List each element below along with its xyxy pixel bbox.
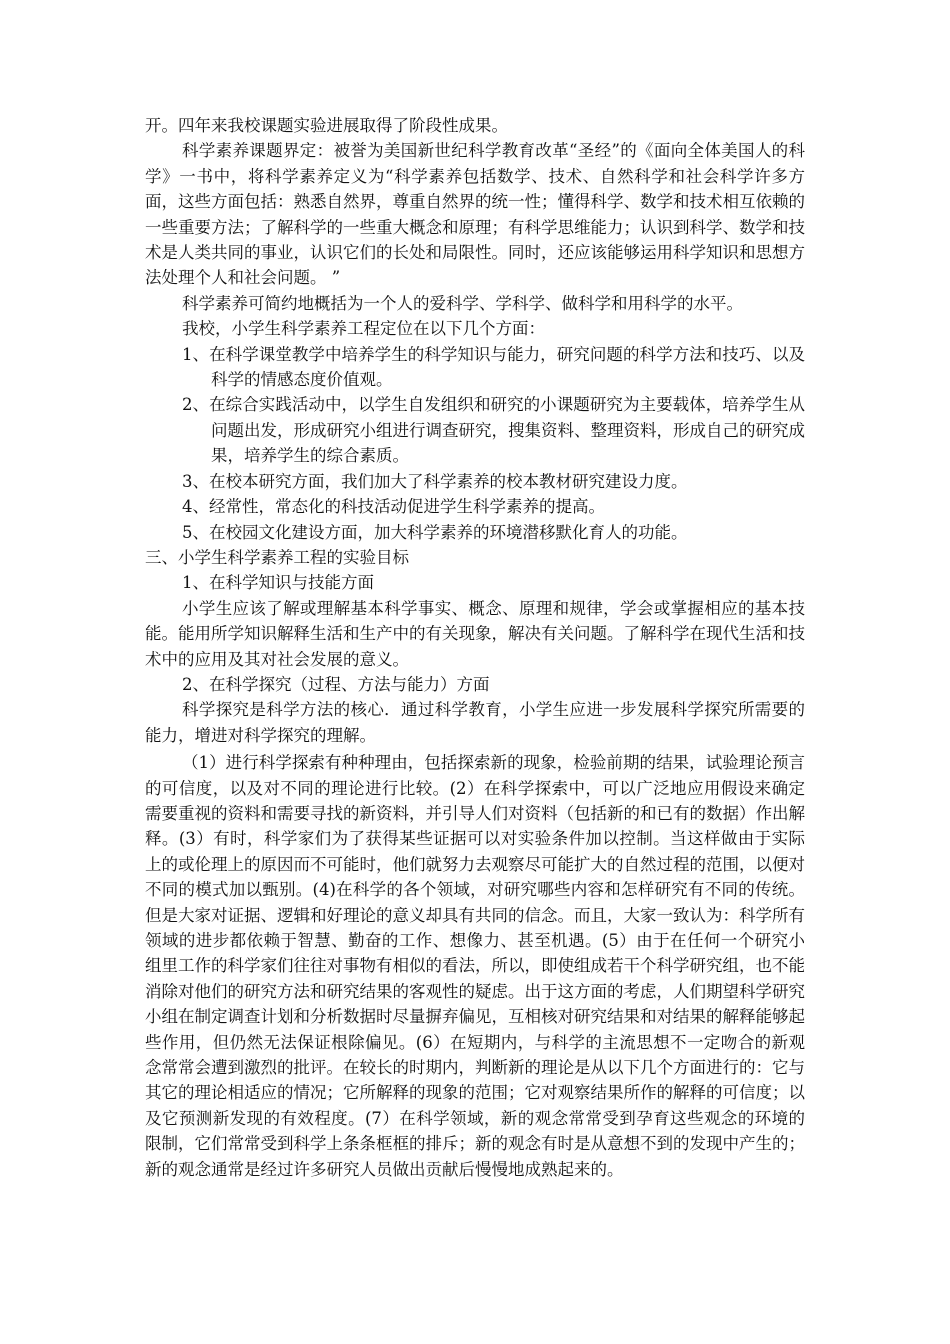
document-page xyxy=(145,113,805,1182)
positioning-item-1: 1、在科学课堂教学中培养学生的科学知识与能力，研究问题的科学方法和技巧、以及科学的情感态度价值观。 xyxy=(182,344,805,390)
positioning-paragraph: 我校，小学生科学素养工程定位在以下几个方面： xyxy=(182,319,545,339)
summary-paragraph: 科学素养可简约地概括为一个人的爱科学、学科学、做科学和用科学的水平。 xyxy=(182,293,743,313)
subsection-2-body: 科学探究是科学方法的核心．通过科学教育，小学生应进一步发展科学探究所需要的能力，增进对科学探究的理解。 xyxy=(145,700,805,745)
intro-paragraph: 开。四年来我校课题实验进展取得了阶段性成果。 xyxy=(145,116,508,135)
subsection-2-heading: 2、在科学探究（过程、方法与能力）方面 xyxy=(182,674,490,694)
subsection-2-details: （1）进行科学探索有种种理由，包括探索新的现象，检验前期的结果，试验理论预言的可信度，以及对不同的理论进行比较。(2）在科学探索中，可以广泛地应用假设来确定需要重视的资料和需要寻找的新资料，并引导人们对资料（包括新的和已有的数据）作出解释。(3）有时，科学家们为了获得某些证据可以对实验条件加以控制。当这样做由于实际上的或伦理上的原因而不可能时，他们就努力去观察尽可能扩大的自然过程的范围，以便对不同的模式加以甄别。(4)在科学的各个领域，对研究哪些内容和怎样研究有不同的传统。但是大家对证据、逻辑和好理论的意义却具有共同的信念。而且，大家一致认为：科学所有领域的进步都依赖于智慧、勤奋的工作、想像力、甚至机遇。(5）由于在任何一个研究小组里工作的科学家们往往对事物有相似的看法，所以，即使组成若干个科学研究组，也不能消除对他们的研究方法和研究结果的客观性的疑虑。出于这方面的考虑，人们期望科学研究小组在制定调查计划和分析数据时尽量摒弃偏见，互相核对研究结果和对结果的解释能够起些作用，但仍然无法保证根除偏见。(6）在短期内，与科学的主流思想不一定吻合的新观念常常会遭到激烈的批评。在较长的时期内，判断新的理论是从以下几个方面进行的：它与其它的理论相适应的情况；它所解释的现象的范围；它对观察结果所作的解释的可信度；以及它预测新发现的有效程度。(7）在科学领域，新的观念常常受到孕育这些观念的环境的限制，它们常常受到科学上条条框框的排斥；新的观念有时是从意想不到的发现中产生的；新的观念通常是经过许多研究人员做出贡献后慢慢地成熟起来的。 xyxy=(145,753,805,1179)
section-three-heading: 三、小学生科学素养工程的实验目标 xyxy=(145,547,409,567)
definition-paragraph: 科学素养课题界定：被誉为美国新世纪科学教育改革“圣经”的《面向全体美国人的科学》一书中，将科学素养定义为“科学素养包括数学、技术、自然科学和社会科学许多方面，这些方面包括：熟悉自然界，尊重自然界的统一性；懂得科学、数学和技术相互依赖的一些重要方法；了解科学的一些重大概念和原理；有科学思维能力；认识到科学、数学和技术是人类共同的事业，认识它们的长处和局限性。同时，还应该能够运用科学知识和思想方法处理个人和社会问题。 ” xyxy=(145,141,805,288)
positioning-item-4: 4、经常性，常态化的科技活动促进学生科学素养的提高。 xyxy=(182,497,605,517)
positioning-item-2: 2、在综合实践活动中，以学生自发组织和研究的小课题研究为主要载体，培养学生从问题出发，形成研究小组进行调查研究，搜集资料、整理资料，形成自己的研究成果，培养学生的综合素质。 xyxy=(182,395,805,466)
positioning-item-3: 3、在校本研究方面，我们加大了科学素养的校本教材研究建设力度。 xyxy=(182,471,688,491)
positioning-item-5: 5、在校园文化建设方面，加大科学素养的环境潜移默化育人的功能。 xyxy=(182,522,688,542)
subsection-1-body: 小学生应该了解或理解基本科学事实、概念、原理和规律，学会或掌握相应的基本技能。能用所学知识解释生活和生产中的有关现象，解决有关问题。了解科学在现代生活和技术中的应用及其对社会发展的意义。 xyxy=(145,598,805,669)
subsection-1-heading: 1、在科学知识与技能方面 xyxy=(182,573,374,593)
